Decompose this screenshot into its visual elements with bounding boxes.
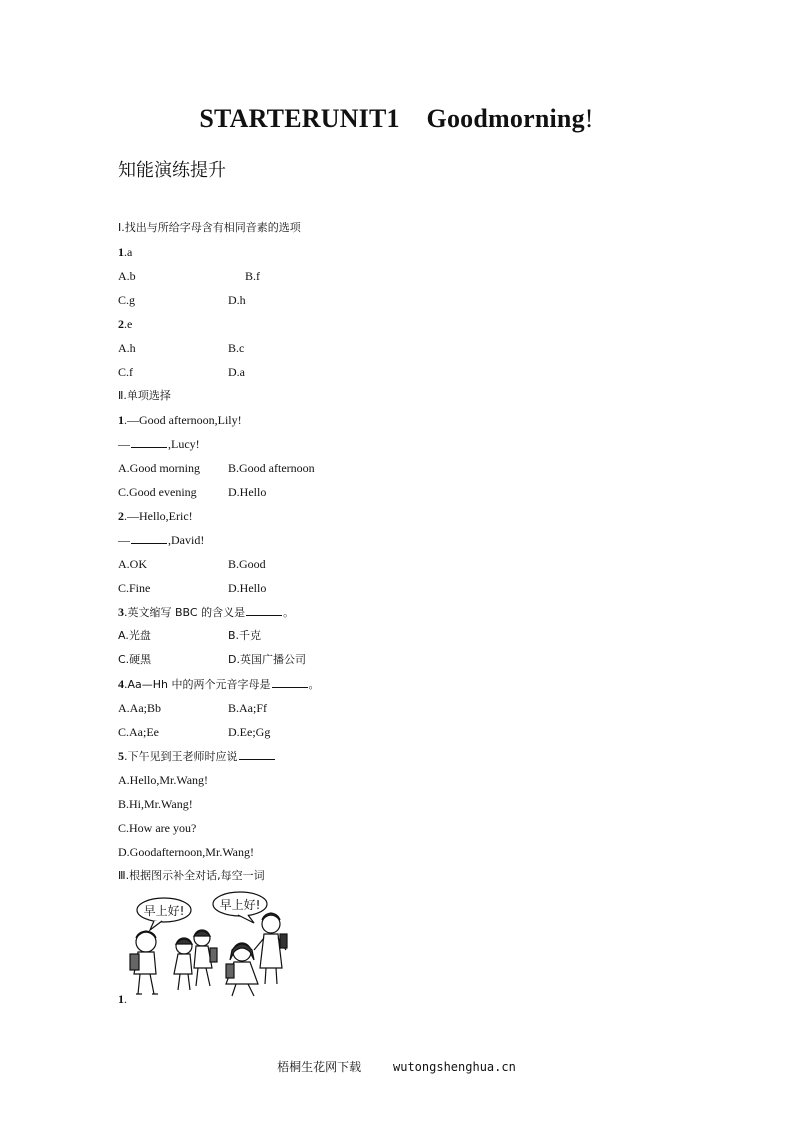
page-footer <box>0 1058 793 1075</box>
option-d: D.h <box>228 293 246 307</box>
page-title-text: STARTERUNIT1 Goodmorning <box>199 104 585 133</box>
options-row <box>118 362 678 386</box>
question-s2-1: 1.—Good afternoon,Lily! <box>118 413 242 427</box>
answer-blank <box>246 602 282 616</box>
answer-blank <box>131 530 167 544</box>
option-d: D.Hello <box>228 485 267 499</box>
options-row <box>118 698 678 722</box>
option-b: B.Good <box>228 557 266 571</box>
footer-site-link[interactable]: wutongshenghua.cn <box>393 1060 516 1074</box>
bubble-right-text: 早上好! <box>219 898 261 912</box>
question-s2-4: 4.Aa—Hh 中的两个元音字母是 。 <box>118 674 678 698</box>
option-c: C.f <box>118 365 133 379</box>
option-a: A.Hello,Mr.Wang! <box>118 773 209 787</box>
teacher-figure <box>254 913 287 984</box>
option-b: B.c <box>228 341 245 355</box>
page-subtitle: 知能演练提升 <box>118 160 226 181</box>
options-row <box>118 578 678 602</box>
option-d: D.Goodafternoon,Mr.Wang! <box>118 845 255 859</box>
option-b: B.Good afternoon <box>228 461 315 475</box>
boy-figure-middle <box>174 930 217 990</box>
reply-line: — ,Lucy! <box>118 434 678 458</box>
option-c: C.硬黑 <box>118 653 152 666</box>
options-row <box>118 290 678 314</box>
options-row <box>118 482 678 506</box>
option-d: D.英国广播公司 <box>228 653 306 666</box>
option-c: C.How are you? <box>118 821 197 835</box>
exercise-content <box>118 218 678 890</box>
options-row <box>118 458 678 482</box>
option-a: A.Good morning <box>118 461 200 475</box>
question-s2-3: 3.英文缩写 BBC 的含义是 。 <box>118 602 678 626</box>
options-row <box>118 626 678 650</box>
option-d: D.Ee;Gg <box>228 725 271 739</box>
page-title-exclamation: ! <box>584 104 594 133</box>
question-s2-5: 5.下午见到王老师时应说 <box>118 746 678 770</box>
page-title <box>0 104 793 134</box>
option-c: C.Fine <box>118 581 151 595</box>
section-2-heading: Ⅱ.单项选择 <box>118 389 171 402</box>
option-a: A.h <box>118 341 136 355</box>
section-1-heading: Ⅰ.找出与所给字母含有相同音素的选项 <box>118 221 301 234</box>
options-row <box>118 338 678 362</box>
option-c: C.Good evening <box>118 485 197 499</box>
question-s1-2: 2.e <box>118 317 133 331</box>
options-row <box>118 554 678 578</box>
option-a: A.b <box>118 269 136 283</box>
option-c: C.g <box>118 293 136 307</box>
girl-figure <box>226 943 258 996</box>
question-s1-1: 1.a <box>118 245 133 259</box>
answer-blank <box>272 674 308 688</box>
answer-blank <box>239 746 275 760</box>
options-row <box>118 650 678 674</box>
section-3-heading: Ⅲ.根据图示补全对话,每空一词 <box>118 869 265 882</box>
option-b: B.f <box>245 269 260 283</box>
option-b: B.千克 <box>228 629 262 642</box>
picture-question-number: 1. <box>118 992 127 1006</box>
boy-figure-left <box>130 931 158 994</box>
option-b: B.Aa;Ff <box>228 701 267 715</box>
option-a: A.OK <box>118 557 147 571</box>
greeting-illustration <box>126 890 290 998</box>
answer-blank <box>131 434 167 448</box>
footer-brand: 梧桐生花网下载 <box>277 1060 362 1074</box>
option-c: C.Aa;Ee <box>118 725 159 739</box>
options-row <box>118 722 678 746</box>
option-b: B.Hi,Mr.Wang! <box>118 797 193 811</box>
question-s2-2: 2.—Hello,Eric! <box>118 509 193 523</box>
bubble-left-text: 早上好! <box>143 904 185 918</box>
option-d: D.a <box>228 365 245 379</box>
reply-line: — ,David! <box>118 530 678 554</box>
options-row <box>118 266 678 290</box>
option-a: A.Aa;Bb <box>118 701 161 715</box>
option-a: A.光盘 <box>118 629 151 642</box>
option-d: D.Hello <box>228 581 267 595</box>
